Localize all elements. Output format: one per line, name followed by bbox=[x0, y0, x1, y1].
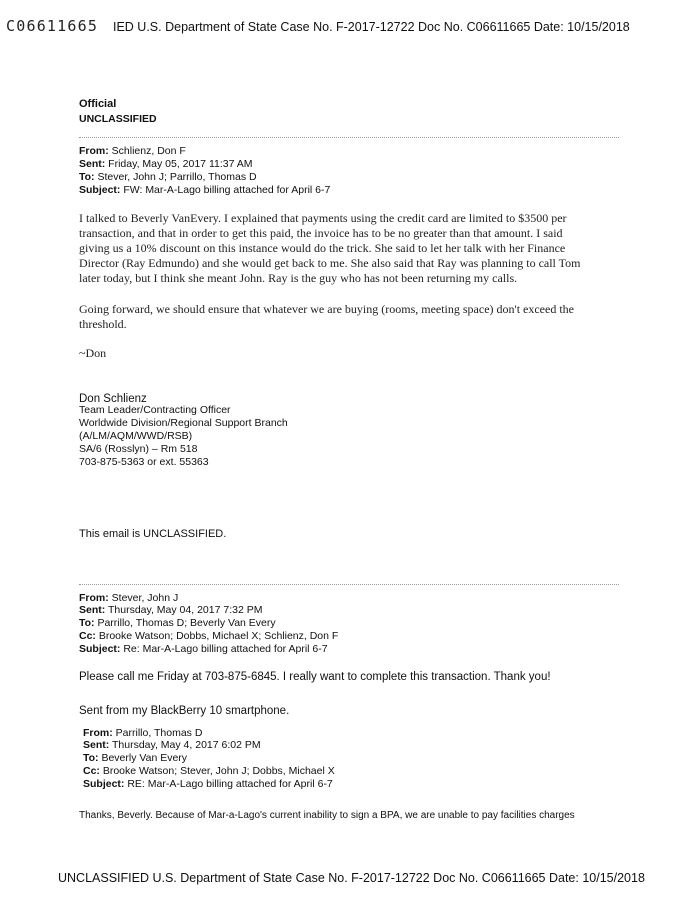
email2-body: Please call me Friday at 703-875-6845. I really want to complete this transaction. Thank you! bbox=[79, 671, 551, 683]
email1-signoff: ~Don bbox=[79, 346, 107, 360]
divider bbox=[79, 137, 619, 138]
email1-subject-row bbox=[79, 184, 330, 197]
release-header: IED U.S. Department of State Case No. F-2017-12722 Doc No. C06611665 Date: 10/15/2018 bbox=[113, 20, 630, 34]
body-line: threshold. bbox=[79, 317, 127, 331]
email3-body: Thanks, Beverly. Because of Mar-a-Lago's current inability to sign a BPA, we are unable to pay facilities charges bbox=[79, 810, 575, 821]
to-value: Beverly Van Every bbox=[101, 752, 188, 764]
body-line: I talked to Beverly VanEvery. I explained that payments using the credit card are limited to $3500 per bbox=[79, 211, 567, 225]
email2-cc-row bbox=[79, 630, 338, 643]
email3-sent-row bbox=[83, 739, 261, 752]
body-line: transaction, and that in order to get this paid, the invoice has to be no greater than that amount. I said bbox=[79, 226, 563, 240]
body-line: later today, but I think she meant John. Ray is the guy who has not been returning my calls. bbox=[79, 271, 518, 285]
from-label: From: bbox=[79, 145, 109, 157]
sent-label: Sent: bbox=[83, 739, 110, 751]
cc-value: Brooke Watson; Stever, John J; Dobbs, Michael X bbox=[102, 765, 335, 777]
subject-label: Subject: bbox=[79, 643, 121, 655]
subject-label: Subject: bbox=[79, 184, 121, 196]
sent-label: Sent: bbox=[79, 158, 106, 170]
banner-unclassified: UNCLASSIFIED bbox=[79, 113, 157, 125]
from-value: Schlienz, Don F bbox=[111, 145, 186, 157]
email2-subject-row bbox=[79, 643, 328, 656]
signature-name: Don Schlienz bbox=[79, 393, 147, 405]
signature-location: SA/6 (Rosslyn) – Rm 518 bbox=[79, 443, 198, 455]
release-footer: UNCLASSIFIED U.S. Department of State Case No. F-2017-12722 Doc No. C06611665 Date: 10/15/2018 bbox=[58, 871, 645, 885]
email2-to-row bbox=[79, 617, 276, 630]
cc-value: Brooke Watson; Dobbs, Michael X; Schlienz, Don F bbox=[98, 630, 339, 642]
email2-sent-from: Sent from my BlackBerry 10 smartphone. bbox=[79, 705, 290, 717]
email3-cc-row bbox=[83, 765, 335, 778]
to-value: Stever, John J; Parrillo, Thomas D bbox=[97, 171, 257, 183]
sent-value: Friday, May 05, 2017 11:37 AM bbox=[108, 158, 253, 170]
to-label: To: bbox=[83, 752, 99, 764]
email1-body-paragraph-1 bbox=[79, 211, 581, 286]
classification-note: This email is UNCLASSIFIED. bbox=[79, 528, 227, 540]
to-value: Parrillo, Thomas D; Beverly Van Every bbox=[97, 617, 276, 629]
sent-label: Sent: bbox=[79, 604, 106, 616]
body-line: Going forward, we should ensure that whatever we are buying (rooms, meeting space) don't exceed the bbox=[79, 302, 574, 316]
from-label: From: bbox=[83, 727, 113, 739]
email1-body-paragraph-2 bbox=[79, 302, 574, 332]
to-label: To: bbox=[79, 171, 95, 183]
body-line: Director (Ray Edmundo) and she would get back to me. She also said that Ray was planning to call Tom bbox=[79, 256, 581, 270]
email1-to-row bbox=[79, 171, 257, 184]
from-value: Stever, John J bbox=[111, 592, 179, 604]
cc-label: Cc: bbox=[83, 765, 100, 777]
from-label: From: bbox=[79, 592, 109, 604]
email2-sent-row bbox=[79, 604, 262, 617]
body-line: giving us a 10% discount on this instance would do the trick. She said to let her talk with her Finance bbox=[79, 241, 566, 255]
signature-office-code: (A/LM/AQM/WWD/RSB) bbox=[79, 430, 193, 442]
banner-official: Official bbox=[79, 98, 117, 110]
to-label: To: bbox=[79, 617, 95, 629]
subject-value: RE: Mar-A-Lago billing attached for April 6-7 bbox=[127, 778, 333, 790]
email1-sent-row bbox=[79, 158, 253, 171]
from-value: Parrillo, Thomas D bbox=[115, 727, 203, 739]
signature-phone: 703-875-5363 or ext. 55363 bbox=[79, 456, 209, 468]
subject-value: FW: Mar-A-Lago billing attached for April 6-7 bbox=[123, 184, 331, 196]
email1-from-row bbox=[79, 145, 186, 158]
cc-label: Cc: bbox=[79, 630, 96, 642]
email3-subject-row bbox=[83, 778, 333, 791]
email3-to-row bbox=[83, 752, 187, 765]
signature-division: Worldwide Division/Regional Support Branch bbox=[79, 417, 288, 429]
subject-label: Subject: bbox=[83, 778, 125, 790]
document-id: C06611665 bbox=[6, 17, 99, 35]
sent-value: Thursday, May 04, 2017 7:32 PM bbox=[107, 604, 263, 616]
sent-value: Thursday, May 4, 2017 6:02 PM bbox=[111, 739, 261, 751]
signature-title: Team Leader/Contracting Officer bbox=[79, 404, 231, 416]
subject-value: Re: Mar-A-Lago billing attached for April 6-7 bbox=[123, 643, 328, 655]
divider bbox=[79, 584, 619, 585]
